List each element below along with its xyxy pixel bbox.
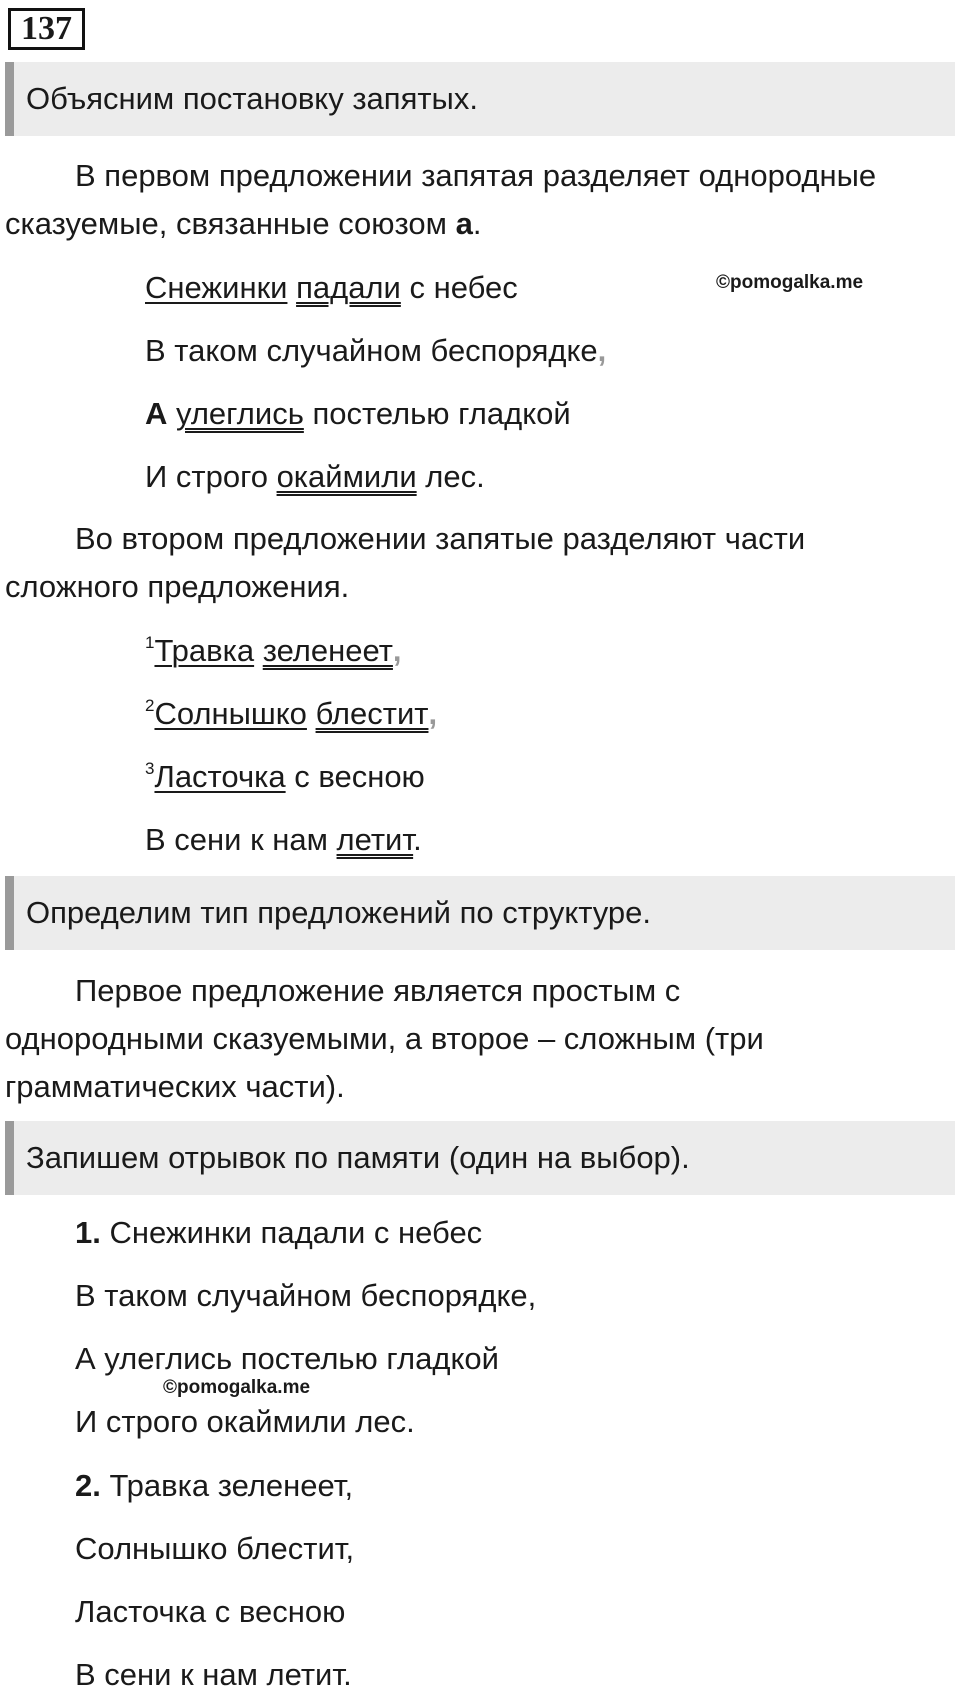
poem1-line-3 xyxy=(145,394,571,434)
predicate-underlined: зеленеет xyxy=(262,633,393,668)
poem-text: В таком случайном беспорядке xyxy=(145,333,598,368)
para-line: сложного предложения. xyxy=(5,569,350,604)
highlighted-comma: , xyxy=(392,633,402,668)
answer-line-3 xyxy=(75,1339,499,1379)
poem2-line-4 xyxy=(145,820,422,860)
para-line xyxy=(5,200,945,248)
poem-text: лес. xyxy=(416,459,485,494)
poem-text: . xyxy=(413,822,422,857)
answer-text: Снежинки падали с небес xyxy=(100,1215,483,1250)
predicate-underlined: летит xyxy=(336,822,414,857)
subject-underlined: Снежинки xyxy=(145,270,288,305)
highlighted-comma: , xyxy=(428,696,438,731)
section-heading-commas: Объясним постановку запятых. xyxy=(5,62,955,136)
subject-underlined: Ласточка xyxy=(154,759,286,794)
para-text: сказуемые, связанные союзом xyxy=(5,206,456,241)
answer-line-1 xyxy=(75,1213,482,1253)
answer-line-8 xyxy=(75,1655,352,1695)
predicate-underlined: блестит xyxy=(315,696,429,731)
conjunction-bold: А xyxy=(145,396,168,431)
predicate-underlined: улеглись xyxy=(176,396,304,431)
answer-line-7 xyxy=(75,1592,345,1632)
section-heading-memory: Запишем отрывок по памяти (один на выбор). xyxy=(5,1121,955,1195)
answer-text: Солнышко блестит, xyxy=(75,1531,355,1566)
answer-line-6 xyxy=(75,1529,354,1569)
answer-line-5 xyxy=(75,1466,353,1506)
poem-text: с небес xyxy=(400,270,518,305)
subject-underlined: Солнышко xyxy=(154,696,307,731)
para-line: однородными сказуемыми, а второе – сложным (три xyxy=(5,1021,764,1056)
poem-text: В сени к нам xyxy=(145,822,337,857)
answer-line-2 xyxy=(75,1276,536,1316)
section-heading-structure: Определим тип предложений по структуре. xyxy=(5,876,955,950)
task-number: 137 xyxy=(8,8,85,50)
predicate-underlined: падали xyxy=(296,270,401,305)
answer-text: В таком случайном беспорядке, xyxy=(75,1278,537,1313)
variant-number: 2. xyxy=(75,1468,101,1503)
variant-number: 1. xyxy=(75,1215,101,1250)
highlighted-comma: , xyxy=(597,333,607,368)
poem1-line-1 xyxy=(145,268,518,308)
poem1-line-4 xyxy=(145,457,485,497)
poem1-line-2 xyxy=(145,331,606,371)
answer-line-4 xyxy=(75,1402,415,1442)
answer-text: А улеглись постелью гладкой xyxy=(75,1341,499,1376)
watermark: ©pomogalka.me xyxy=(716,272,864,293)
answer-text: И строго окаймили лес. xyxy=(75,1404,415,1439)
predicate-underlined: окаймили xyxy=(276,459,417,494)
para-text: . xyxy=(472,206,482,241)
poem2-line-1 xyxy=(145,631,402,671)
para-line: грамматических части). xyxy=(5,1069,345,1104)
part-number: 2 xyxy=(145,696,155,715)
subject-underlined: Травка xyxy=(154,633,255,668)
paragraph-second-sentence xyxy=(5,515,945,611)
paragraph-first-sentence xyxy=(5,152,945,248)
part-number: 3 xyxy=(145,759,155,778)
poem-text: И строго xyxy=(145,459,277,494)
poem2-line-3 xyxy=(145,757,425,797)
conjunction-bold: а xyxy=(455,206,473,241)
paragraph-structure xyxy=(5,967,945,1111)
watermark: ©pomogalka.me xyxy=(163,1377,311,1398)
answer-text: Травка зеленеет, xyxy=(100,1468,354,1503)
poem2-line-2 xyxy=(145,694,437,734)
para-line: Во втором предложении запятые разделяют части xyxy=(75,521,806,556)
answer-text: Ласточка с весною xyxy=(75,1594,346,1629)
para-line: В первом предложении запятая разделяет однородные xyxy=(75,158,877,193)
part-number: 1 xyxy=(145,633,155,652)
answer-text: В сени к нам летит. xyxy=(75,1657,352,1692)
poem-text: с весною xyxy=(285,759,425,794)
para-line: Первое предложение является простым с xyxy=(75,973,681,1008)
poem-text: постелью гладкой xyxy=(303,396,571,431)
